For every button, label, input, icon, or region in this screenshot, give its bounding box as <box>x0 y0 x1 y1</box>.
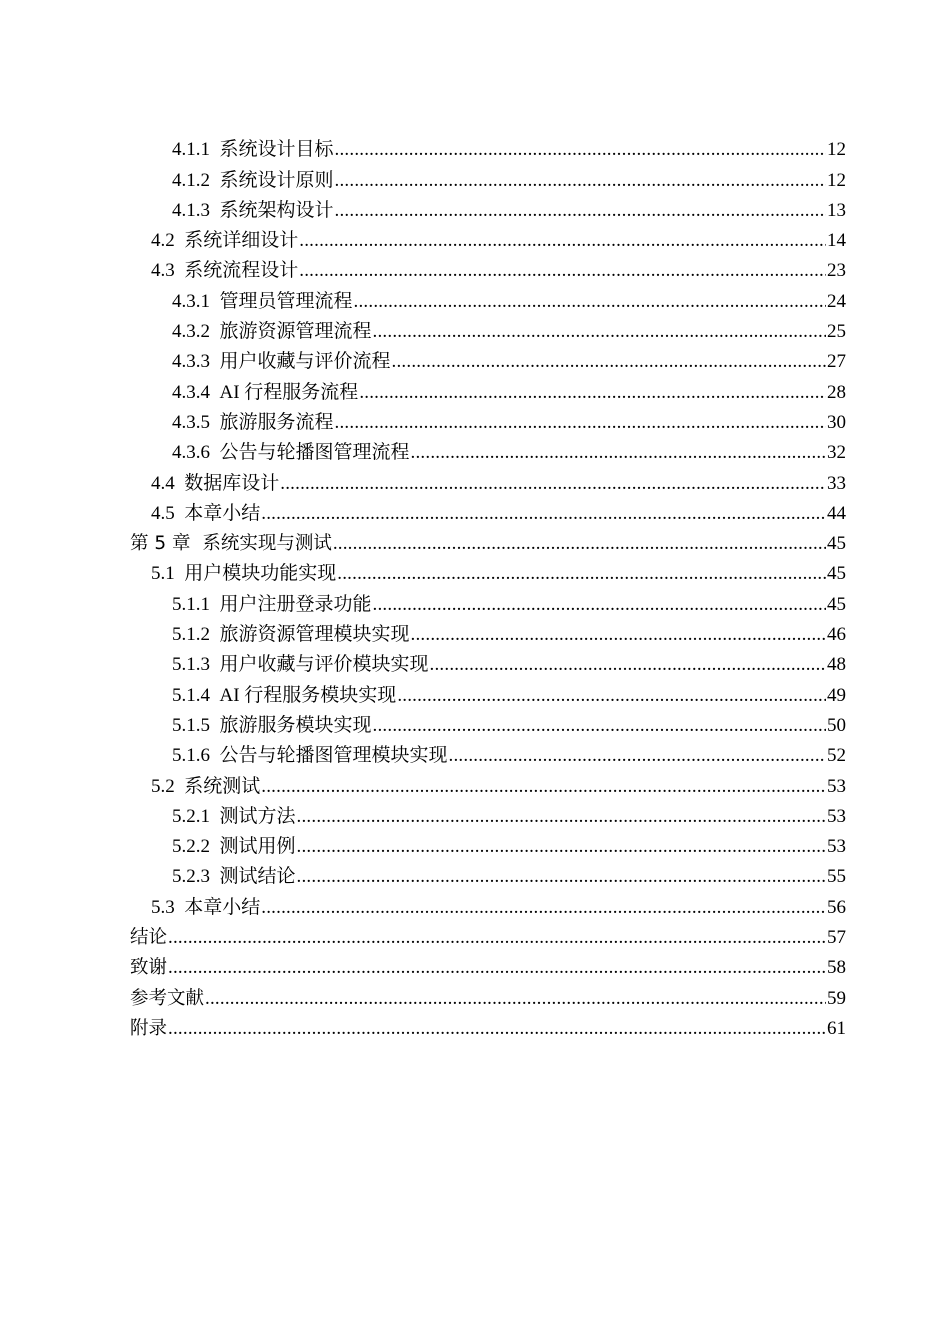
toc-dot-leader <box>297 836 826 858</box>
toc-entry-page-number: 57 <box>827 927 846 949</box>
toc-entry-spacer <box>210 866 220 888</box>
toc-entry-spacer <box>210 200 220 222</box>
toc-entry-number: 5.1.2 <box>172 624 210 646</box>
toc-entry-title: 附录 <box>130 1017 168 1039</box>
toc-entry-title: 公告与轮播图管理流程 <box>219 442 410 464</box>
toc-entry[interactable] <box>0 222 950 252</box>
toc-entry-spacer <box>210 836 220 858</box>
toc-entry-title: 系统详细设计 <box>184 230 299 252</box>
toc-dot-leader <box>335 200 826 222</box>
toc-entry-page-number: 49 <box>827 684 846 706</box>
toc-dot-leader <box>261 776 826 798</box>
toc-entry-title: 结论 <box>130 927 168 949</box>
toc-dot-leader <box>299 260 826 282</box>
toc-entry-title: 旅游资源管理模块实现 <box>219 624 410 646</box>
toc-dot-leader <box>335 170 826 192</box>
toc-entry-title: AI 行程服务模块实现 <box>219 684 397 706</box>
toc-entry-spacer <box>175 260 185 282</box>
toc-entry-number: 4.3.4 <box>172 381 210 403</box>
toc-entry-title: 用户模块功能实现 <box>184 563 337 585</box>
toc-entry-page-number: 55 <box>827 866 846 888</box>
toc-entry-spacer <box>210 715 220 737</box>
toc-dot-leader <box>261 897 826 919</box>
toc-entry-page-number: 48 <box>827 654 846 676</box>
toc-entry[interactable] <box>0 282 950 312</box>
toc-entry[interactable] <box>0 161 950 191</box>
toc-entry-page-number: 14 <box>827 230 846 252</box>
toc-dot-leader <box>168 1018 826 1040</box>
toc-dot-leader <box>449 745 826 767</box>
toc-entry-number: 第 5 章 <box>130 533 191 555</box>
toc-entry-page-number: 61 <box>827 1017 846 1039</box>
toc-entry[interactable] <box>0 252 950 282</box>
toc-entry[interactable] <box>0 767 950 797</box>
toc-entry-page-number: 32 <box>827 442 846 464</box>
toc-entry-number: 5.3 <box>151 896 175 918</box>
toc-entry-title: 系统测试 <box>184 775 261 797</box>
toc-entry-page-number: 53 <box>827 805 846 827</box>
toc-dot-leader <box>335 412 826 434</box>
toc-entry[interactable] <box>0 434 950 464</box>
toc-entry[interactable] <box>0 828 950 858</box>
toc-dot-leader <box>354 291 826 313</box>
toc-dot-leader <box>411 624 826 646</box>
toc-entry-number: 5.2.3 <box>172 866 210 888</box>
toc-entry-title: 系统流程设计 <box>184 260 299 282</box>
toc-entry-title: 参考文献 <box>130 987 205 1009</box>
toc-entry-spacer <box>175 230 185 252</box>
toc-dot-leader <box>299 230 826 252</box>
toc-entry[interactable] <box>0 192 950 222</box>
toc-entry-page-number: 12 <box>827 139 846 161</box>
toc-entry-title: 用户注册登录功能 <box>219 593 372 615</box>
toc-entry-spacer <box>175 563 185 585</box>
toc-entry-page-number: 44 <box>827 502 846 524</box>
toc-entry-spacer <box>210 654 220 676</box>
toc-entry-title: AI 行程服务流程 <box>219 381 359 403</box>
toc-entry[interactable] <box>0 979 950 1009</box>
toc-entry-number: 5.2.1 <box>172 805 210 827</box>
toc-entry-spacer <box>175 897 185 919</box>
toc-entry-page-number: 45 <box>827 563 846 585</box>
toc-entry-number: 4.3.2 <box>172 321 210 343</box>
toc-entry[interactable] <box>0 798 950 828</box>
toc-dot-leader <box>373 321 826 343</box>
toc-entry-title: 测试方法 <box>219 805 296 827</box>
toc-entry[interactable] <box>0 131 950 161</box>
toc-entry-title: 本章小结 <box>184 896 261 918</box>
toc-entry-spacer <box>210 624 220 646</box>
toc-entry[interactable] <box>0 373 950 403</box>
toc-entry-spacer <box>210 412 220 434</box>
toc-dot-leader <box>430 654 826 676</box>
toc-entry-page-number: 56 <box>827 896 846 918</box>
table-of-contents <box>0 131 950 1040</box>
toc-entry-spacer <box>175 503 185 525</box>
toc-entry-number: 4.3.1 <box>172 290 210 312</box>
toc-entry-number: 5.2.2 <box>172 836 210 858</box>
toc-entry-title: 数据库设计 <box>184 472 280 494</box>
toc-entry-spacer <box>210 321 220 343</box>
toc-entry-number: 4.1.1 <box>172 139 210 161</box>
toc-dot-leader <box>297 866 826 888</box>
toc-dot-leader <box>373 715 826 737</box>
toc-entry-page-number: 27 <box>827 351 846 373</box>
toc-entry-page-number: 25 <box>827 321 846 343</box>
toc-entry[interactable] <box>0 949 950 979</box>
toc-entry-page-number: 13 <box>827 199 846 221</box>
toc-dot-leader <box>359 382 826 404</box>
toc-entry-page-number: 53 <box>827 775 846 797</box>
toc-entry-page-number: 59 <box>827 987 846 1009</box>
toc-entry-number: 5.2 <box>151 775 175 797</box>
toc-entry-spacer <box>210 806 220 828</box>
toc-entry-spacer <box>210 685 220 707</box>
toc-entry-page-number: 46 <box>827 624 846 646</box>
toc-entry[interactable] <box>0 646 950 676</box>
toc-entry[interactable] <box>0 343 950 373</box>
toc-entry[interactable] <box>0 858 950 888</box>
toc-entry-title: 用户收藏与评价流程 <box>219 351 391 373</box>
toc-dot-leader <box>168 957 826 979</box>
toc-dot-leader <box>280 473 826 495</box>
toc-entry-number: 4.3.6 <box>172 442 210 464</box>
toc-entry-number: 4.3.5 <box>172 411 210 433</box>
toc-entry-title: 旅游服务模块实现 <box>219 714 372 736</box>
toc-entry[interactable] <box>0 737 950 767</box>
toc-entry-page-number: 45 <box>827 533 846 555</box>
toc-dot-leader <box>373 594 826 616</box>
toc-entry-title: 公告与轮播图管理模块实现 <box>219 745 448 767</box>
toc-entry-page-number: 53 <box>827 836 846 858</box>
toc-entry-spacer <box>210 442 220 464</box>
toc-dot-leader <box>168 927 826 949</box>
toc-entry-title: 旅游资源管理流程 <box>219 321 372 343</box>
toc-dot-leader <box>337 563 826 585</box>
toc-dot-leader <box>297 806 826 828</box>
toc-dot-leader <box>205 988 826 1010</box>
toc-entry-spacer <box>210 139 220 161</box>
toc-entry-title: 致谢 <box>130 957 168 979</box>
toc-entry-title: 系统设计目标 <box>219 139 334 161</box>
toc-entry[interactable] <box>0 919 950 949</box>
toc-entry-title: 测试结论 <box>219 866 296 888</box>
toc-entry-page-number: 30 <box>827 411 846 433</box>
toc-entry[interactable] <box>0 464 950 494</box>
toc-entry-number: 5.1.5 <box>172 714 210 736</box>
toc-entry-number: 5.1.6 <box>172 745 210 767</box>
toc-entry-page-number: 23 <box>827 260 846 282</box>
toc-entry-spacer <box>210 594 220 616</box>
toc-entry[interactable] <box>0 707 950 737</box>
toc-entry-number: 4.5 <box>151 502 175 524</box>
toc-entry[interactable] <box>0 616 950 646</box>
toc-entry-spacer <box>210 170 220 192</box>
toc-entry[interactable] <box>0 676 950 706</box>
toc-entry-page-number: 58 <box>827 957 846 979</box>
toc-entry[interactable] <box>0 313 950 343</box>
toc-entry-title: 测试用例 <box>219 836 296 858</box>
toc-entry-page-number: 12 <box>827 169 846 191</box>
toc-entry-title: 系统架构设计 <box>219 199 334 221</box>
toc-entry-spacer <box>210 382 220 404</box>
toc-entry-number: 4.3.3 <box>172 351 210 373</box>
toc-entry-spacer <box>191 533 203 555</box>
toc-entry[interactable] <box>0 585 950 615</box>
toc-entry[interactable] <box>0 525 950 555</box>
toc-entry-title: 旅游服务流程 <box>219 411 334 433</box>
toc-entry-page-number: 33 <box>827 472 846 494</box>
toc-dot-leader <box>392 351 826 373</box>
toc-entry-number: 5.1.3 <box>172 654 210 676</box>
toc-entry-page-number: 28 <box>827 381 846 403</box>
toc-entry-spacer <box>210 745 220 767</box>
toc-entry[interactable] <box>0 1010 950 1040</box>
toc-dot-leader <box>411 442 826 464</box>
toc-entry-number: 5.1.4 <box>172 684 210 706</box>
toc-dot-leader <box>333 533 826 555</box>
toc-entry-page-number: 50 <box>827 714 846 736</box>
toc-entry-title: 系统设计原则 <box>219 169 334 191</box>
toc-entry[interactable] <box>0 888 950 918</box>
toc-entry-title: 用户收藏与评价模块实现 <box>219 654 429 676</box>
toc-dot-leader <box>335 139 826 161</box>
toc-entry-number: 5.1 <box>151 563 175 585</box>
toc-entry-spacer <box>210 291 220 313</box>
toc-entry-title: 系统实现与测试 <box>202 533 332 555</box>
toc-entry[interactable] <box>0 555 950 585</box>
toc-entry-spacer <box>175 776 185 798</box>
toc-entry-page-number: 45 <box>827 593 846 615</box>
toc-entry-number: 4.3 <box>151 260 175 282</box>
toc-entry-number: 5.1.1 <box>172 593 210 615</box>
toc-entry[interactable] <box>0 404 950 434</box>
toc-entry-title: 管理员管理流程 <box>219 290 353 312</box>
toc-entry-spacer <box>175 473 185 495</box>
toc-entry-page-number: 52 <box>827 745 846 767</box>
toc-entry-number: 4.4 <box>151 472 175 494</box>
toc-dot-leader <box>261 503 826 525</box>
toc-entry-page-number: 24 <box>827 290 846 312</box>
toc-entry-spacer <box>210 351 220 373</box>
toc-entry-number: 4.2 <box>151 230 175 252</box>
toc-entry-number: 4.1.3 <box>172 199 210 221</box>
toc-dot-leader <box>397 685 826 707</box>
toc-entry-number: 4.1.2 <box>172 169 210 191</box>
toc-entry-title: 本章小结 <box>184 502 261 524</box>
toc-entry[interactable] <box>0 495 950 525</box>
